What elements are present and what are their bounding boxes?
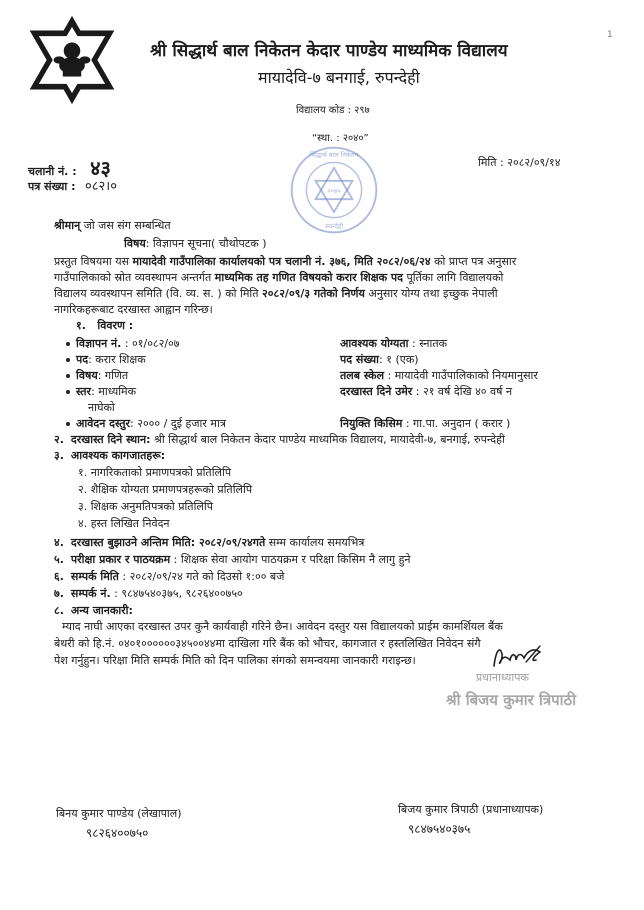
- fee-value: : २००० / दुई हजार मात्र: [130, 417, 226, 430]
- age-continuation: नाघेको: [88, 401, 115, 414]
- place-num: २.: [54, 433, 64, 446]
- intro-line-1: [54, 254, 516, 269]
- post-row: [66, 352, 146, 367]
- intro-2c: पूर्तिका लागि विद्यालयको: [403, 271, 504, 284]
- patra-value: ०८२।०: [84, 179, 117, 194]
- details-num: १.: [76, 319, 86, 332]
- docs-item: ४. हस्त लिखित निवेदन: [78, 517, 170, 530]
- fee-row: [66, 416, 226, 431]
- subject-row: [66, 368, 128, 383]
- other-info-line-2: बेथरी को हि.नं. ०४०१००००००३४५००४४मा दाखिला गरि बैंक को भौचर, कागजात र हस्तलिखित निवेदन संगै: [54, 637, 481, 650]
- subject-text: : विज्ञापन सूचना( चौथोपटक ): [145, 237, 267, 250]
- bullet-icon: [66, 342, 70, 346]
- contact-date-value: : २०८२/०९/२४ गते को दिउसो १:०० बजे: [118, 570, 285, 583]
- other-info-line-3: पेश गर्नुहुन। परिक्षा मिति सम्पर्क मिति को दिन पालिका संगको समन्वयमा जानकारी गराइन्छ।: [54, 654, 416, 667]
- page-number: 1: [607, 30, 613, 40]
- contact-no-value: : ९८४७५४०३७५, ९८२६४००७५०: [110, 587, 243, 600]
- seats-value: : १ (एक): [379, 353, 419, 366]
- age-label: दरखास्त दिने उमेर: [340, 385, 413, 398]
- seal-text-top: सिद्धार्थ बाल निकेतन: [309, 150, 359, 159]
- appoint-value: : गा.पा. अनुदान ( करार ): [402, 417, 511, 430]
- accountant-phone: ९८२६४००७५०: [86, 826, 149, 840]
- intro-3c: अनुसार योग्य तथा इच्छुक नेपाली: [364, 287, 498, 300]
- chalani-value: ४३: [90, 156, 111, 180]
- docs-label: आवश्यक कागजातहरू:: [70, 449, 166, 462]
- deadline-value: सम्म कार्यालय समयभित्र: [265, 536, 365, 549]
- stamp-line-2: श्री बिजय कुमार त्रिपाठी: [446, 691, 577, 709]
- contact-number-row: [54, 586, 243, 601]
- other-label: अन्य जानकारी:: [70, 604, 133, 617]
- qual-label: आवश्यक योग्यता: [340, 337, 409, 350]
- seats-label: पद संख्या: [340, 353, 380, 366]
- place-row: [54, 432, 505, 447]
- salary-scale-row: [340, 368, 538, 383]
- intro-line-4: नागरिकहरूबाट दरखास्त आह्वान गरिन्छ।: [54, 303, 213, 316]
- age-value: : २१ वर्ष देखि ४० वर्ष न: [412, 385, 513, 398]
- salutation-shriman: श्रीमान्: [54, 219, 81, 232]
- ad-no-value: : ०१/०८२/०७: [121, 337, 180, 350]
- bullet-icon: [66, 358, 70, 362]
- intro-1b: मायादेवी गाउँपालिका कार्यालयको पत्र चलानी नं. ३७६, मिति २०८२/०६/२४: [132, 255, 431, 268]
- qualification-row: [340, 336, 447, 351]
- docs-item: १. नागरिकताको प्रमाणपत्रको प्रतिलिपि: [78, 466, 232, 479]
- post-value: : करार शिक्षक: [88, 353, 146, 366]
- established-year: “स्था. : २०४०”: [312, 133, 369, 144]
- letter-date: [478, 155, 560, 170]
- intro-line-2: [54, 270, 503, 285]
- place-value: श्री सिद्धार्थ बाल निकेतन केदार पाण्डेय माध्यमिक विद्यालय, मायादेवी-७, बनगाई, रुपन्देही: [150, 433, 505, 446]
- appointment-row: [340, 416, 510, 431]
- intro-line-3: [54, 286, 498, 301]
- intro-3b: २०८२/०९/३ गतेको निर्णय: [262, 287, 365, 300]
- bullet-icon: [66, 390, 70, 394]
- salutation: [54, 218, 171, 233]
- docs-heading: [54, 448, 165, 463]
- subj-value: : गणित: [97, 369, 129, 382]
- appoint-label: नियुक्ति किसिम: [340, 417, 403, 430]
- school-seal-stamp: [288, 144, 380, 236]
- details-heading: [76, 318, 133, 333]
- exam-label: परीक्षा प्रकार र पाठयक्रम: [70, 553, 171, 566]
- post-label: पद: [76, 353, 89, 366]
- scale-label: तलब स्केल: [340, 369, 385, 382]
- seal-text-center: २०४०: [327, 186, 341, 195]
- level-row: [66, 384, 136, 399]
- exam-row: [54, 552, 411, 567]
- date-value: २०८२/०९/१४: [507, 156, 561, 169]
- age-row: [340, 384, 512, 399]
- qual-value: : स्नातक: [408, 337, 448, 350]
- school-code: विद्यालय कोड : २९७: [296, 105, 370, 116]
- intro-1a: प्रस्तुत विषयमा यस: [54, 255, 133, 268]
- contact-date-row: [54, 569, 284, 584]
- intro-2a: गाउँपालिकाको स्रोत व्यवस्थापन अन्तर्गत: [54, 271, 215, 284]
- ad-number-row: [66, 336, 180, 351]
- level-value: : माध्यमिक: [91, 385, 137, 398]
- principal-phone: ९८४७५४०३७५: [408, 822, 471, 836]
- subject-label: विषय: [124, 237, 146, 250]
- accountant-name: बिनय कुमार पाण्डेय (लेखापाल): [56, 807, 182, 820]
- ad-no-label: विज्ञापन नं.: [76, 337, 122, 350]
- principal-stamp: [430, 668, 590, 718]
- contact-no-num: ७.: [54, 587, 64, 600]
- deadline-row: [54, 535, 364, 550]
- contact-date-num: ६.: [54, 570, 64, 583]
- bullet-icon: [66, 422, 70, 426]
- patra-number: [28, 176, 117, 194]
- other-num: ८.: [54, 604, 64, 617]
- bullet-icon: [66, 374, 70, 378]
- docs-num: ३.: [54, 449, 64, 462]
- place-label: दरखास्त दिने स्थान:: [70, 433, 151, 446]
- fee-label: आवेदन दस्तुर: [76, 417, 131, 430]
- principal-name: बिजय कुमार त्रिपाठी (प्रधानाध्यापक): [398, 803, 544, 816]
- salutation-to: जो जस संग सम्बन्धित: [80, 219, 171, 232]
- school-logo-icon: [26, 14, 118, 106]
- docs-item: ३. शिक्षक अनुमतिपत्रको प्रतिलिपि: [78, 500, 213, 513]
- scale-value: : मायादेवी गाउँपालिकाको नियमानुसार: [384, 369, 538, 382]
- subj-label: विषय: [76, 369, 98, 382]
- school-name: श्री सिद्धार्थ बाल निकेतन केदार पाण्डेय माध्यमिक विद्यालय: [150, 41, 508, 61]
- deadline-num: ४.: [54, 536, 64, 549]
- date-label: मिति :: [478, 156, 508, 169]
- intro-1c: को प्राप्त पत्र अनुसार: [430, 255, 517, 268]
- exam-num: ५.: [54, 553, 64, 566]
- other-info-heading: [54, 603, 133, 618]
- seal-text-bottom: रुपन्देही: [325, 222, 343, 231]
- other-info-line-1: म्याद नाघी आएका दरखास्त उपर कुनै कार्यवाही गरिने छैन। आवेदन दस्तुर यस विद्यालयको प्राईम कामर्शियल बैंक: [62, 620, 503, 633]
- intro-2b: माध्यमिक तह गणित विषयको करार शिक्षक पद: [214, 271, 404, 284]
- details-heading-text: विवरण :: [97, 319, 134, 332]
- seats-row: [340, 352, 419, 367]
- school-address: मायादेवि-७ बनगाई, रुपन्देही: [258, 68, 420, 87]
- level-label: स्तर: [76, 385, 92, 398]
- exam-value: : शिक्षक सेवा आयोग पाठयक्रम र परिक्षा किसिम नै लागु हुने: [170, 553, 411, 566]
- subject-line: [124, 236, 267, 251]
- stamp-line-1: प्रधानाध्यापक: [476, 671, 529, 684]
- patra-label: पत्र संख्या :: [28, 180, 76, 193]
- deadline-label: दरखास्त बुझाउने अन्तिम मिति: २०८२/०९/२४गते: [70, 536, 266, 549]
- chalani-label: चलानी नं. :: [28, 165, 77, 178]
- docs-item: २. शैक्षिक योग्यता प्रमाणपत्रहरूको प्रतिलिपि: [78, 483, 253, 496]
- intro-3a: विद्यालय व्यवस्थापन समिति (वि. व्य. स. ) को मिति: [54, 287, 263, 300]
- contact-no-label: सम्पर्क नं.: [70, 587, 111, 600]
- contact-date-label: सम्पर्क मिति: [70, 570, 119, 583]
